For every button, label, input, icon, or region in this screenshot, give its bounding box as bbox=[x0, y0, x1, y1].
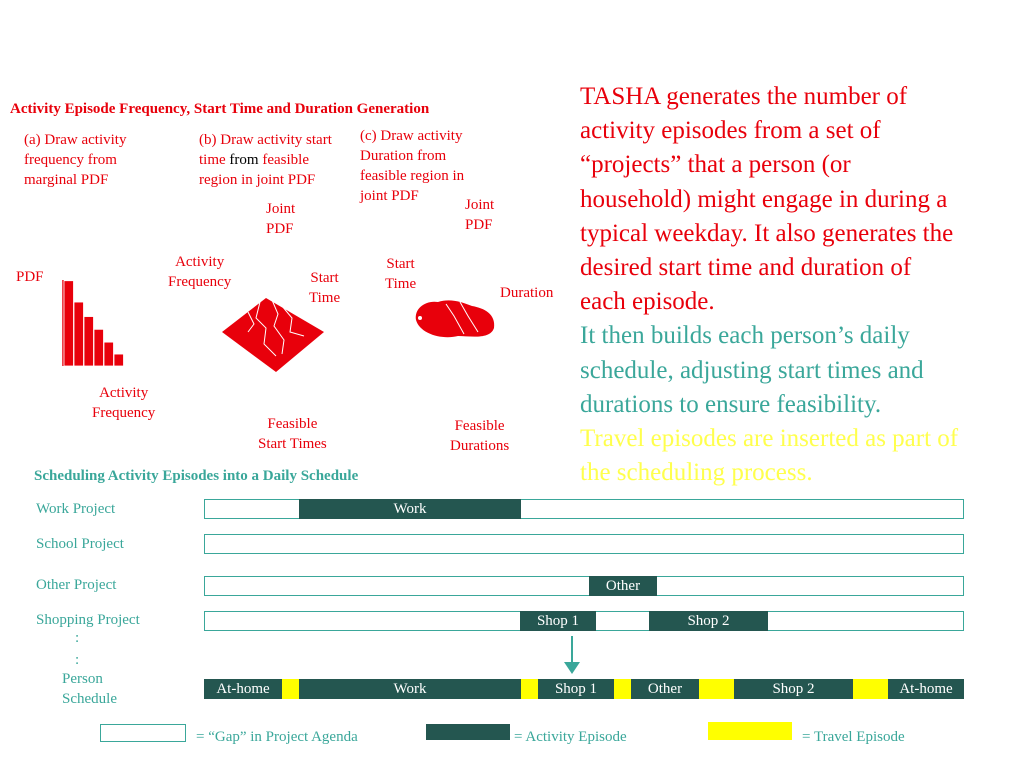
travel-episode bbox=[699, 679, 734, 699]
travel-episode bbox=[614, 679, 631, 699]
description-line: durations to ensure feasibility. bbox=[580, 390, 882, 418]
schedule-other: Other bbox=[631, 679, 699, 699]
school-project-agenda bbox=[204, 534, 964, 554]
shop2-episode: Shop 2 bbox=[649, 611, 768, 631]
joint1-title-line: Joint bbox=[266, 201, 296, 217]
step-a-line: frequency from bbox=[24, 152, 117, 168]
ellipsis-1: : bbox=[75, 630, 80, 646]
project-label-work: Work Project bbox=[36, 501, 116, 517]
other-episode: Other bbox=[589, 576, 657, 596]
legend-activity-swatch bbox=[426, 724, 510, 740]
joint1-axis-line: Start bbox=[310, 270, 339, 286]
generation-title: Activity Episode Frequency, Start Time and Duration Generation bbox=[10, 101, 430, 117]
histogram-bar bbox=[84, 317, 94, 366]
step-a-line: marginal PDF bbox=[24, 172, 109, 188]
shop1-episode: Shop 1 bbox=[520, 611, 596, 631]
travel-episode bbox=[521, 679, 538, 699]
joint2-title-line: PDF bbox=[465, 217, 493, 233]
histogram-bar bbox=[94, 329, 104, 366]
legend-travel-swatch bbox=[708, 722, 792, 740]
schedule-shop2: Shop 2 bbox=[734, 679, 853, 699]
joint1-bottom-line: Feasible bbox=[267, 416, 318, 432]
joint1-axis-line: Frequency bbox=[168, 274, 232, 290]
description-line: the scheduling process. bbox=[580, 459, 813, 487]
hist-x-label-line: Frequency bbox=[92, 405, 156, 421]
joint2-bottom-line: Feasible bbox=[454, 418, 505, 434]
project-label-other: Other Project bbox=[36, 577, 117, 593]
step-b-fragment: feasible bbox=[258, 152, 309, 168]
description-line: “projects” that a person (or bbox=[580, 151, 851, 179]
person-schedule-label-line: Schedule bbox=[62, 691, 117, 707]
step-b-fragment: time bbox=[199, 152, 230, 168]
joint2-axis-line: Start bbox=[386, 256, 415, 272]
joint1-bottom-line: Start Times bbox=[258, 436, 327, 452]
step-b-fragment: from bbox=[229, 152, 259, 168]
description-line: schedule, adjusting start times and bbox=[580, 356, 924, 384]
joint1-title-line: PDF bbox=[266, 221, 294, 237]
description-line: It then builds each person’s daily bbox=[580, 322, 910, 350]
person-schedule-label bbox=[62, 669, 117, 709]
schedule-work: Work bbox=[299, 679, 521, 699]
legend-travel-label: = Travel Episode bbox=[802, 729, 905, 745]
travel-episode bbox=[282, 679, 299, 699]
other-project-agenda bbox=[204, 576, 964, 596]
joint1-bottom-label bbox=[258, 414, 327, 454]
step-c-text bbox=[360, 126, 464, 206]
description-line: typical weekday. It also generates the bbox=[580, 219, 954, 247]
step-a-line: (a) Draw activity bbox=[24, 132, 127, 148]
step-b-line: region in joint PDF bbox=[199, 172, 316, 188]
description-line: Travel episodes are inserted as part of bbox=[580, 425, 959, 453]
histogram-bar bbox=[114, 354, 124, 366]
step-c-line: (c) Draw activity bbox=[360, 128, 463, 144]
frequency-histogram bbox=[60, 258, 130, 368]
histogram-bar bbox=[74, 302, 84, 366]
step-b-line bbox=[199, 150, 332, 170]
description-line: household) might engage in during a bbox=[580, 185, 948, 213]
work-episode: Work bbox=[299, 499, 521, 519]
step-c-line: Duration from bbox=[360, 148, 447, 164]
histogram-bar bbox=[64, 281, 74, 366]
joint2-axis-line: Time bbox=[385, 276, 417, 292]
description-line: each episode. bbox=[580, 288, 715, 316]
travel-episode bbox=[853, 679, 888, 699]
schedule-at-home-start: At-home bbox=[204, 679, 282, 699]
description-line: TASHA generates the number of bbox=[580, 83, 908, 110]
histogram-bar bbox=[104, 342, 114, 366]
joint1-axis-activity bbox=[168, 252, 231, 292]
schedule-shop1: Shop 1 bbox=[538, 679, 614, 699]
hist-x-label bbox=[92, 383, 155, 423]
step-c-line: joint PDF bbox=[360, 188, 419, 204]
joint1-axis-line: Time bbox=[309, 290, 341, 306]
joint2-bottom-label bbox=[450, 416, 509, 456]
hist-x-label-line: Activity bbox=[99, 385, 149, 401]
ellipsis-2: : bbox=[75, 652, 80, 668]
down-arrow-icon bbox=[562, 634, 582, 678]
joint2-title bbox=[465, 195, 494, 235]
step-a-text bbox=[24, 130, 126, 190]
description-line: desired start time and duration of bbox=[580, 254, 912, 282]
person-schedule-label-line: Person bbox=[62, 671, 103, 687]
joint2-bottom-line: Durations bbox=[450, 438, 510, 454]
joint1-axis-line: Activity bbox=[175, 254, 225, 270]
description-line: activity episodes from a set of bbox=[580, 117, 881, 145]
hist-pdf-label: PDF bbox=[16, 269, 44, 285]
step-b-line: (b) Draw activity start bbox=[199, 132, 332, 148]
legend-gap-label: = “Gap” in Project Agenda bbox=[196, 729, 358, 745]
joint1-title bbox=[266, 199, 295, 239]
legend-gap-swatch bbox=[100, 724, 186, 742]
project-label-school: School Project bbox=[36, 536, 124, 552]
scheduling-title: Scheduling Activity Episodes into a Daily Schedule bbox=[34, 468, 359, 484]
project-label-shopping: Shopping Project bbox=[36, 612, 140, 628]
joint2-axis-start bbox=[385, 254, 416, 294]
joint-pdf-surface-2 bbox=[412, 294, 502, 344]
joint2-axis-duration: Duration bbox=[500, 285, 554, 301]
description-text bbox=[580, 80, 1020, 490]
step-c-line: feasible region in bbox=[360, 168, 465, 184]
joint2-title-line: Joint bbox=[465, 197, 495, 213]
schedule-at-home-end: At-home bbox=[888, 679, 964, 699]
joint-pdf-surface-1 bbox=[220, 296, 330, 376]
step-b-text bbox=[199, 130, 332, 190]
legend-activity-label: = Activity Episode bbox=[514, 729, 627, 745]
